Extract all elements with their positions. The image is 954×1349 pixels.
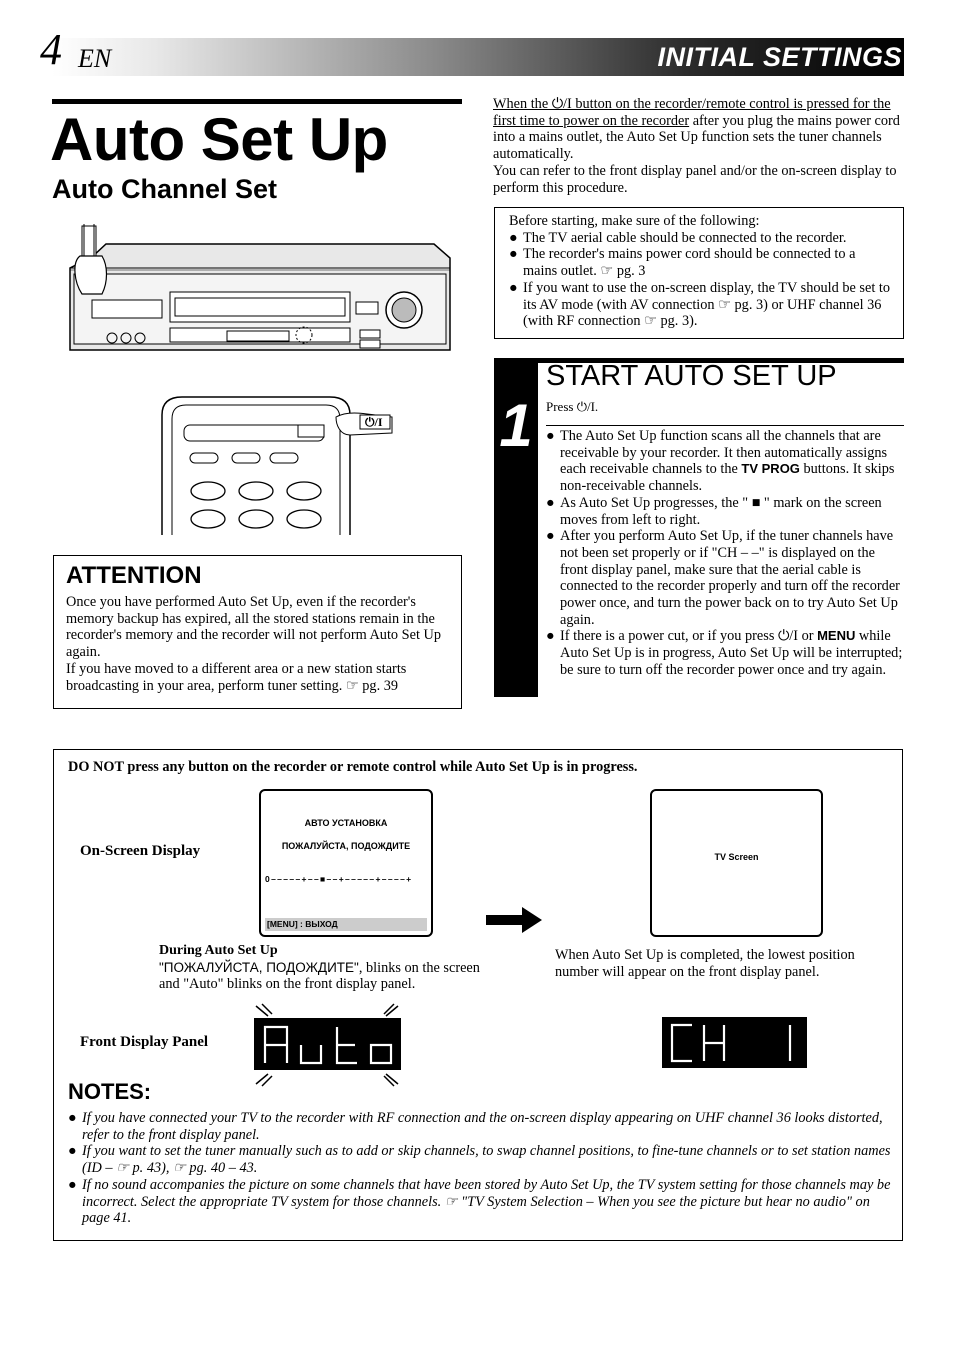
during-body: , blinks on the screen and "Auto" blinks on the front display panel. [159,959,480,993]
osd-screen [259,789,433,937]
list-item: ● The TV aerial cable should be connected to the recorder. [509,229,847,246]
arrow-right-icon [484,905,544,935]
remote-illustration [160,395,394,535]
osd-line2: ПОЖАЛУЙСТА, ПОДОЖДИТЕ [281,841,411,851]
section-title: INITIAL SETTINGS [657,42,902,72]
step-press: Press ⏻/I. [546,399,599,414]
list-item: ● If you want to set the tuner manually such as to add or skip channels, to swap channel positions, to fine-tune channels or to set station names (ID – ☞ p. 43), ☞ pg. 40 – 43. [68,1143,891,1177]
fdp-auto-digits [255,1019,400,1069]
step-divider [546,425,904,426]
intro-line2: You can refer to the front display panel and/or the on-screen display to perform this procedure. [493,162,897,196]
step-title: START AUTO SET UP [546,360,837,392]
page-number: 4 [40,25,62,74]
osd-progress-bar: 0 – – – – – + – – ■ – – + – – – – – + – – – – + [265,874,411,884]
attention-box [53,555,462,709]
done-text: When Auto Set Up is completed, the lowest position number will appear on the front display panel. [555,947,855,980]
step-number: 1 [499,392,533,459]
list-item: ● If you want to use the on-screen display, the TV should be set to its AV mode (with AV connection ☞ pg. 3) or UHF channel 36 (with RF connection ☞ pg. 3). [509,279,891,330]
notes-heading: NOTES: [68,1079,152,1104]
notes-list [68,1110,898,1227]
fdp-ch-digits [662,1017,807,1068]
osd-label: On-Screen Display [80,843,201,859]
attention-heading: ATTENTION [66,562,202,589]
page-subtitle: Auto Channel Set [52,174,278,204]
attention-p1: Once you have performed Auto Set Up, even if the recorder's memory backup has expired, all the stored stations remain in the recorder's memory and the recorder will not perform Auto Set Up again. [66,594,441,661]
list-item: ● The Auto Set Up function scans all the channels that are receivable by your recorder. It then automatically assigns each receivable channels to the TV PROG buttons. It skips non-receivable channels. [546,428,895,495]
title-rule [52,99,462,104]
list-item: ● If you have connected your TV to the recorder with RF connection and the on-screen display appearing on UHF channel 36 looks distorted, refer to the front display panel. [68,1110,883,1143]
list-item: ● The recorder's mains power cord should be connected to a mains outlet. ☞ pg. 3 [509,246,856,280]
attention-p2: If you have moved to a different area or a new station starts broadcasting in your area, perform tuner setting. ☞ pg. 39 [66,660,407,694]
tv-screen-label: TV Screen [714,852,759,862]
step-bullets [546,428,906,679]
page-language: EN [78,44,112,73]
osd-line1: АВТО УСТАНОВКА [304,818,388,828]
list-item: ● If there is a power cut, or if you press ⏻/I or MENU while Auto Set Up is in progress, Auto Set Up will be interrupted; be sure to turn off the recorder power once and try again. [546,628,903,678]
intro-text [493,96,903,196]
intro-underlined: When the ⏻/I button on the recorder/remote control is pressed for the first time to power on the recorder [493,96,891,129]
osd-menu-line: [MENU] : ВЫХОД [267,919,338,929]
warning-text: DO NOT press any button on the recorder or remote control while Auto Set Up is in progress. [68,759,638,775]
list-item: ● After you perform Auto Set Up, if the tuner channels have not been set properly or if "CH – –" is displayed on the front display panel, make sure that the aerial cable is connected to the recorder properly and turn off the recorder power once, and turn the power back on to try Auto Set Up again. [546,528,900,628]
list-item: ● As Auto Set Up progresses, the " ■ " mark on the screen moves from left to right. [546,494,882,528]
prerequisite-box [494,207,904,339]
page-title: Auto Set Up [50,106,388,173]
fdp-label: Front Display Panel [80,1034,209,1050]
during-text [159,943,499,993]
power-symbol-label: ⏻/I [365,415,383,429]
prereq-lead: Before starting, make sure of the following: [509,213,760,229]
during-title: During Auto Set Up [159,943,278,958]
during-quote: "ПОЖАЛУЙСТА, ПОДОЖДИТЕ" [159,959,359,975]
intro-rest: after you plug the mains power cord into a mains outlet, the Auto Set Up function sets the tuner channels automatically. [493,112,900,163]
front-display-ch [662,1017,807,1068]
vcr-illustration [62,222,460,362]
front-display-auto [254,1018,401,1070]
list-item: ● If no sound accompanies the picture on some channels that have been stored by Auto Set Up, the TV system setting for those channels may be incorrect. Select the appropriate TV system for those channels. ☞ "TV System Selection – When you see the picture but hear no audio" on page 41. [68,1176,891,1227]
tv-screen [650,789,823,937]
